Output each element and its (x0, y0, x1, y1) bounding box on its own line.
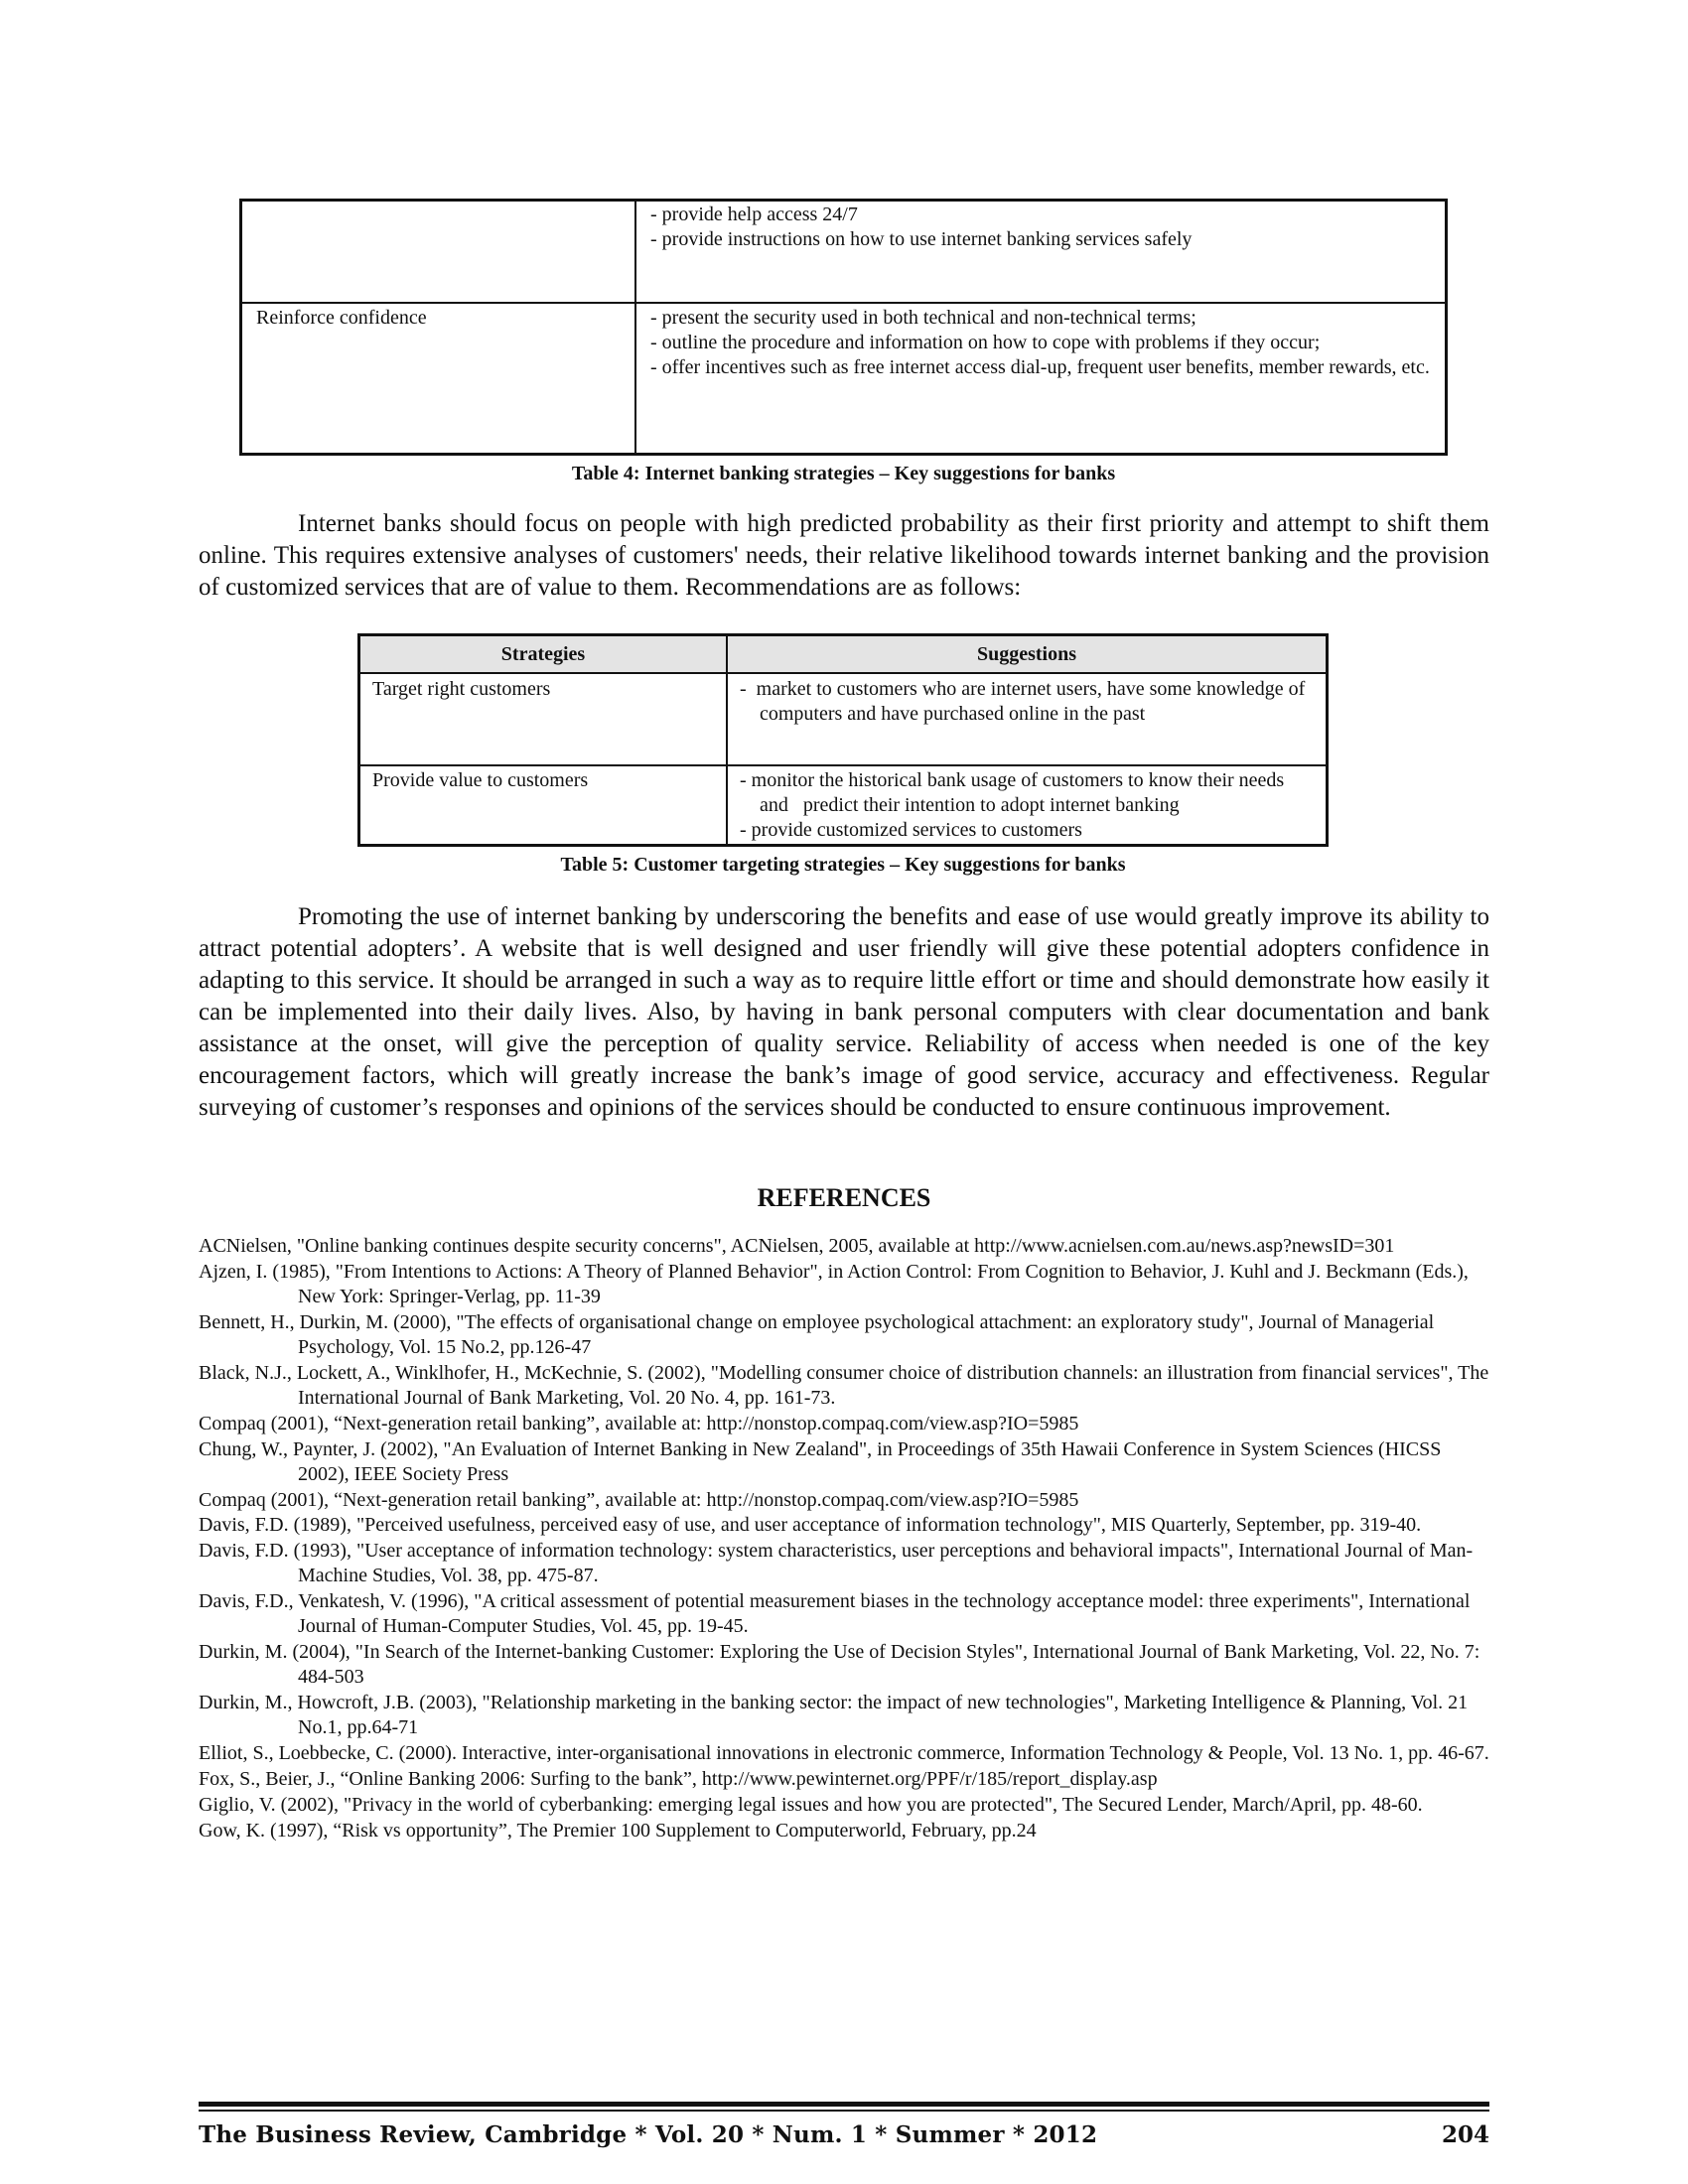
list-item: - outline the procedure and information on how to cope with problems if they occur; (650, 332, 1321, 353)
paragraph-1: Internet banks should focus on people with high predicted probability as their first priority and attempt to shift them online. This requires extensive analyses of customers' needs, their relative likelihood towards internet banking and the provision of customized services that are of value to them. Recommendations are as follows: (199, 510, 1489, 601)
reference-item: Black, N.J., Lockett, A., Winklhofer, H., McKechnie, S. (2002), "Modelling consumer choice of distribution channels: an illustration from financial services", The International Journal of Bank Marketing, Vol. 20 No. 4, pp. 161-73. (199, 1361, 1489, 1409)
table-row (241, 303, 1447, 455)
table-4 (239, 199, 1448, 456)
table-cell-suggestions (727, 765, 1328, 846)
table-row (359, 765, 1328, 846)
table-cell-suggestions (635, 303, 1447, 455)
table-5 (357, 633, 1329, 847)
list-item: - provide instructions on how to use internet banking services safely (650, 228, 1193, 250)
table-5-caption: Table 5: Customer targeting strategies – Key suggestions for banks (560, 854, 1126, 876)
reference-item: Gow, K. (1997), “Risk vs opportunity”, The Premier 100 Supplement to Computerworld, February, pp.24 (199, 1819, 1037, 1842)
reference-item: Durkin, M. (2004), "In Search of the Internet-banking Customer: Exploring the Use of Decision Styles", International Journal of Bank Marketing, Vol. 22, No. 7: 484-503 (199, 1641, 1480, 1689)
column-header-strategies: Strategies (359, 635, 728, 674)
reference-item: Compaq (2001), “Next-generation retail banking”, available at: http://nonstop.compaq.com/view.asp?IO=5985 (199, 1488, 1079, 1511)
paragraph-2: Promoting the use of internet banking by underscoring the benefits and ease of use would greatly improve its ability to attract potential adopters’. A website that is well designed and user friendly will give these potential adopters confidence in adapting to this service. It should be arranged in such a way as to require little effort or time and should demonstrate how easily it can be implemented into their daily lives. Also, by having in bank personal computers with clear documentation and bank assistance at the onset, will give the perception of quality service. Reliability of access when needed is one of the key encouragement factors, which will greatly increase the bank’s image of good service, accuracy and effectiveness. Regular surveying of customer’s responses and opinions of the services should be conducted to ensure continuous improvement. (199, 903, 1489, 1121)
reference-item: Davis, F.D., Venkatesh, V. (1996), "A critical assessment of potential measurement biases in the technology acceptance model: three experiments", International Journal of Human-Computer Studies, Vol. 45, pp. 19-45. (199, 1590, 1471, 1638)
table-cell-strategy (241, 201, 636, 304)
list-item: - provide customized services to customers (740, 819, 1082, 841)
column-header-suggestions: Suggestions (727, 635, 1328, 674)
references-heading: REFERENCES (757, 1183, 931, 1212)
table-cell-suggestions (727, 673, 1328, 765)
reference-item: Compaq (2001), “Next-generation retail banking”, available at: http://nonstop.compaq.com/view.asp?IO=5985 (199, 1412, 1079, 1434)
list-item: - present the security used in both technical and non-technical terms; (650, 307, 1196, 329)
footer-rule-thin (199, 2110, 1489, 2112)
table-row (359, 673, 1328, 765)
table-cell-strategy: Target right customers (359, 673, 728, 765)
reference-item: Fox, S., Beier, J., “Online Banking 2006: Surfing to the bank”, http://www.pewinternet.org/PPF/r/185/report_display.asp (199, 1767, 1158, 1790)
list-item: - provide help access 24/7 (650, 204, 858, 225)
reference-item: Elliot, S., Loebbecke, C. (2000). Interactive, inter-organisational innovations in electronic commerce, Information Technology & People, Vol. 13 No. 1, pp. 46-67. (199, 1742, 1489, 1765)
reference-item: Giglio, V. (2002), "Privacy in the world of cyberbanking: emerging legal issues and how you are protected", The Secured Lender, March/April, pp. 48-60. (199, 1793, 1423, 1816)
table-header-row (359, 635, 1328, 674)
reference-item: Davis, F.D. (1993), "User acceptance of information technology: system characteristics, user perceptions and behavioral impacts", International Journal of Man-Machine Studies, Vol. 38, pp. 475-87. (199, 1540, 1474, 1587)
table-cell-strategy: Provide value to customers (359, 765, 728, 846)
footer-journal: The Business Review, Cambridge * Vol. 20 * Num. 1 * Summer * 2012 (199, 2121, 1098, 2148)
reference-item: Chung, W., Paynter, J. (2002), "An Evaluation of Internet Banking in New Zealand", in Proceedings of 35th Hawaii Conference in System Sciences (HICSS 2002), IEEE Society Press (199, 1437, 1442, 1485)
reference-item: Ajzen, I. (1985), "From Intentions to Actions: A Theory of Planned Behavior", in Action Control: From Cognition to Behavior, J. Kuhl and J. Beckmann (Eds.), New York: Springer-Verlag, pp. 11-39 (199, 1260, 1469, 1307)
page-number: 204 (1441, 2121, 1489, 2148)
reference-item: ACNielsen, "Online banking continues despite security concerns", ACNielsen, 2005, available at http://www.acnielsen.com.au/news.asp?newsID=301 (199, 1235, 1395, 1257)
list-item: - monitor the historical bank usage of customers to know their needs and predict their intention to adopt internet banking (740, 769, 1290, 816)
list-item: - offer incentives such as free internet access dial-up, frequent user benefits, member rewards, etc. (650, 356, 1430, 378)
table-row (241, 201, 1447, 304)
table-4-caption: Table 4: Internet banking strategies – Key suggestions for banks (571, 463, 1116, 484)
reference-item: Durkin, M., Howcroft, J.B. (2003), "Relationship marketing in the banking sector: the impact of new technologies", Marketing Intelligence & Planning, Vol. 21 No.1, pp.64-71 (199, 1692, 1469, 1739)
reference-item: Bennett, H., Durkin, M. (2000), "The effects of organisational change on employee psychological attachment: an exploratory study", Journal of Managerial Psychology, Vol. 15 No.2, pp.126-47 (199, 1310, 1435, 1358)
list-item: - market to customers who are internet users, have some knowledge of computers and have purchased online in the past (740, 678, 1311, 725)
references-list (199, 1234, 1489, 1843)
table-cell-suggestions (635, 201, 1447, 304)
table-cell-strategy: Reinforce confidence (241, 303, 636, 455)
reference-item: Davis, F.D. (1989), "Perceived usefulness, perceived easy of use, and user acceptance of information technology", MIS Quarterly, September, pp. 319-40. (199, 1514, 1422, 1537)
footer-rule-thick (199, 2102, 1489, 2107)
